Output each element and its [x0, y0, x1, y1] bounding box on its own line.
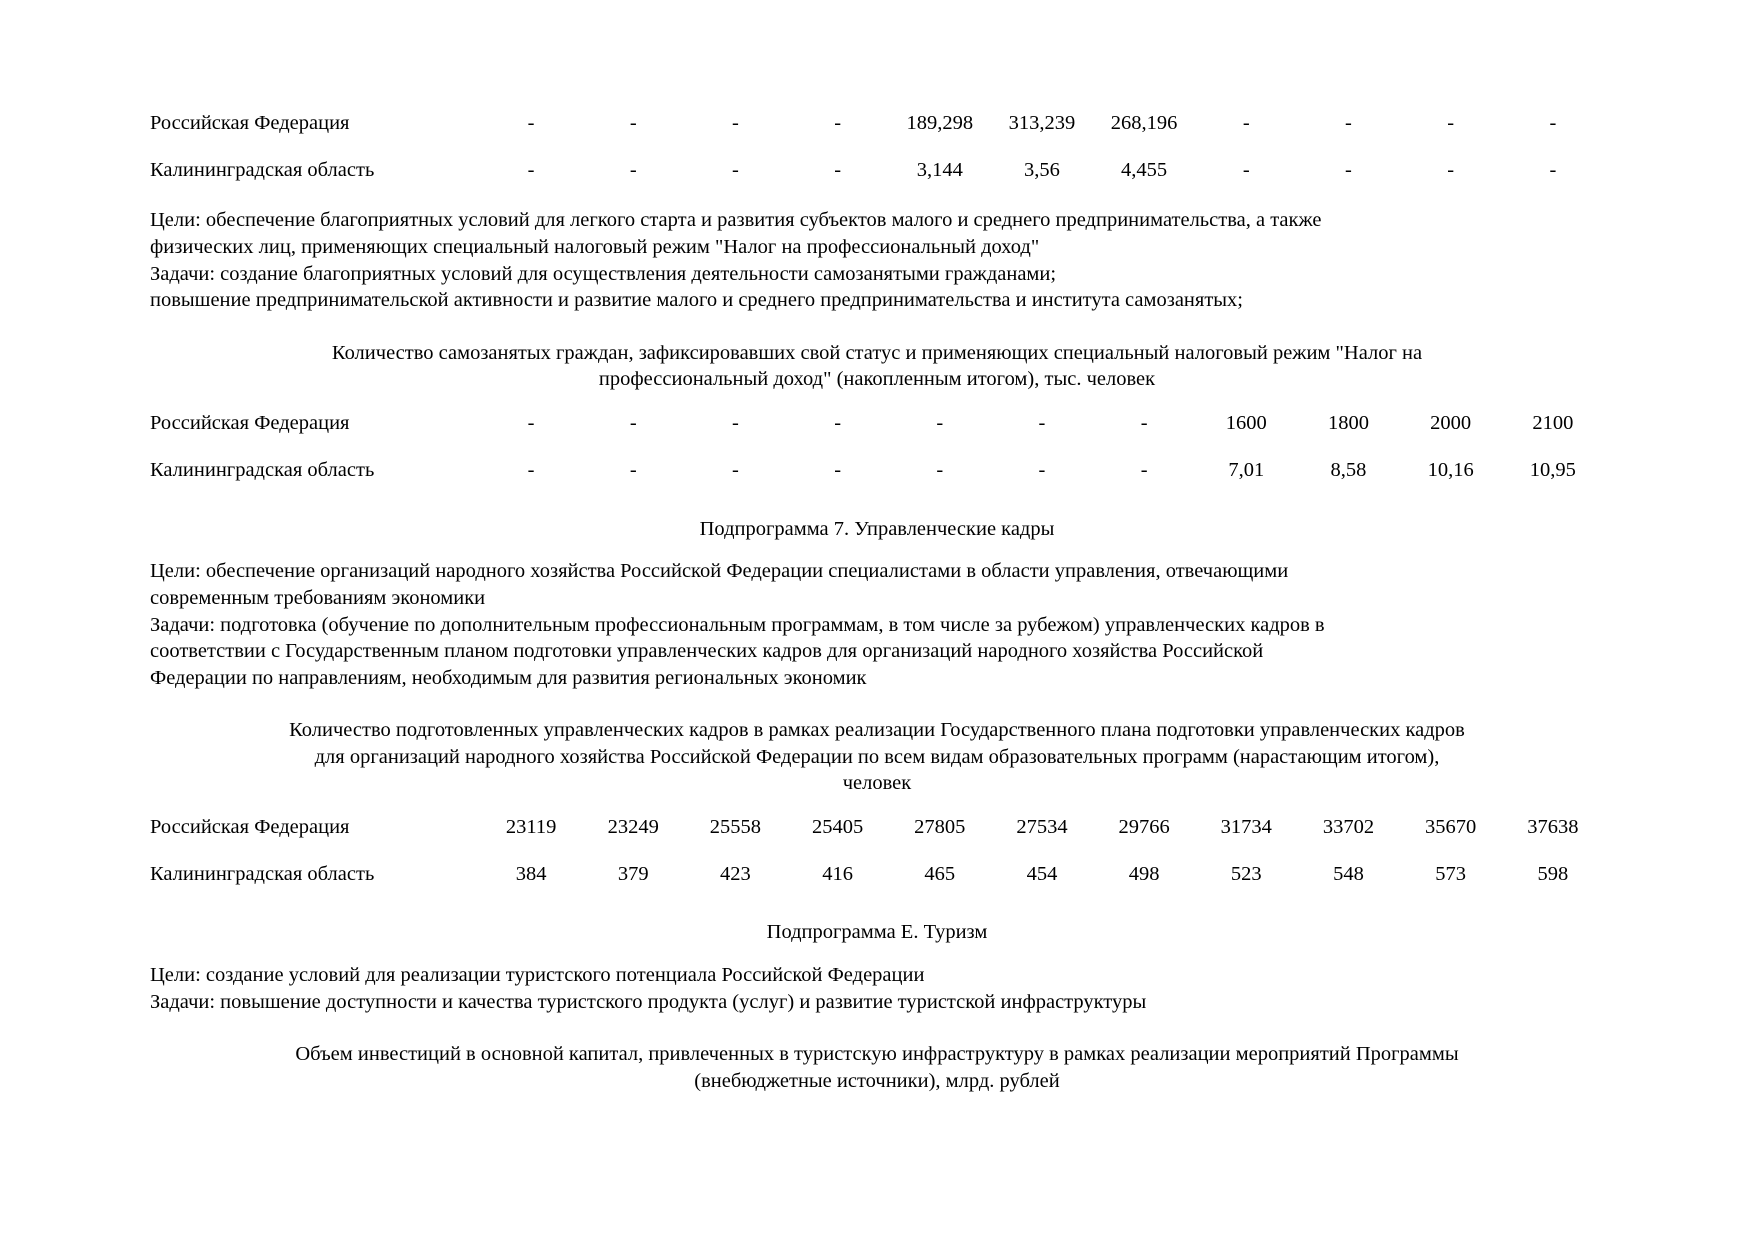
cell-value: - — [1038, 412, 1046, 435]
cell-value: - — [1345, 158, 1352, 181]
goals-block-1 — [150, 207, 1604, 314]
table-row — [150, 447, 1604, 494]
tasks-line: Федерации по направлениям, необходимым для развития региональных экономик — [150, 666, 867, 689]
cell-value: 1800 — [1327, 412, 1369, 435]
cell-value: - — [834, 412, 842, 435]
goals-line: Цели: создание условий для реализации туристского потенциала Российской Федерации — [150, 964, 925, 987]
cell-value: - — [834, 458, 842, 481]
cell-value: 25558 — [709, 816, 762, 839]
goals-block-3 — [150, 962, 1604, 1015]
cell-value: 454 — [1026, 862, 1058, 885]
cell-value: - — [1242, 158, 1250, 181]
indicator-title-line: человек — [842, 771, 912, 794]
cell-value: 573 — [1435, 862, 1466, 885]
cell-value: 268,196 — [1110, 112, 1178, 134]
cell-value: 465 — [924, 862, 956, 885]
indicator-title-2 — [150, 717, 1604, 796]
tasks-line: соответствии с Государственным планом подготовки управленческих кадров для организаций народного хозяйства Российской — [150, 640, 1264, 663]
cell-value: - — [1549, 158, 1557, 181]
cell-value: - — [1140, 412, 1148, 435]
indicator-title-3 — [150, 1041, 1604, 1093]
cell-value: 189,298 — [906, 112, 974, 134]
cell-value: 313,239 — [1008, 112, 1076, 134]
row-label-russian-federation: Российская Федерация — [150, 816, 350, 839]
cell-value: 27534 — [1016, 816, 1068, 839]
goals-line: Цели: обеспечение благоприятных условий для легкого старта и развития субъектов малого и среднего предпринимательства, а также — [150, 209, 1322, 232]
tasks-line: Задачи: подготовка (обучение по дополнительным профессиональным программам, в том числе за рубежом) управленческих кадров в — [150, 613, 1325, 636]
cell-value: 379 — [617, 862, 649, 885]
indicator-title-line: Количество самозанятых граждан, зафиксировавших свой статус и применяющих специальный налоговый режим "Налог на — [331, 341, 1423, 364]
tasks-line: Задачи: создание благоприятных условий для осуществления деятельности самозанятыми гражданами; — [150, 262, 1057, 285]
cell-value: - — [527, 458, 535, 481]
cell-value: 23249 — [607, 816, 659, 839]
cell-value: 31734 — [1220, 816, 1272, 839]
tasks-line: Задачи: повышение доступности и качества туристского продукта (услуг) и развитие туристской инфраструктуры — [150, 990, 1147, 1013]
row-label-russian-federation: Российская Федерация — [150, 412, 350, 435]
cell-value: - — [629, 158, 637, 181]
indicator-table-self-employed — [150, 400, 1604, 493]
indicator-title-line: (внебюджетные источники), млрд. рублей — [694, 1069, 1060, 1092]
cell-value: 3,144 — [916, 158, 963, 181]
cell-value: - — [527, 112, 535, 134]
cell-value: 4,455 — [1121, 158, 1168, 181]
cell-value: 1600 — [1225, 412, 1267, 435]
cell-value: 7,01 — [1228, 458, 1265, 481]
cell-value: - — [1345, 112, 1352, 134]
cell-value: 384 — [515, 862, 547, 885]
indicator-table-investments — [150, 100, 1604, 193]
cell-value: - — [1549, 112, 1557, 134]
tasks-line: повышение предпринимательской активности и развитие малого и среднего предпринимательства и института самозанятых; — [150, 289, 1243, 312]
cell-value: - — [936, 458, 944, 481]
cell-value: 498 — [1128, 862, 1160, 885]
cell-value: - — [1447, 158, 1455, 181]
indicator-table-management-personnel — [150, 804, 1604, 897]
cell-value: 8,58 — [1330, 458, 1367, 481]
cell-value: 3,56 — [1024, 158, 1060, 181]
cell-value: 29766 — [1118, 816, 1170, 839]
cell-value: - — [527, 412, 535, 435]
goals-line: Цели: обеспечение организаций народного хозяйства Российской Федерации специалистами в области управления, отвечающими — [150, 560, 1289, 583]
table-row — [150, 100, 1604, 147]
cell-value: 27805 — [914, 816, 966, 839]
table-row — [150, 804, 1604, 851]
cell-value: 2100 — [1532, 412, 1574, 435]
cell-value: - — [1038, 458, 1046, 481]
cell-value: 598 — [1537, 862, 1569, 885]
subprogram-heading-e: Подпрограмма Е. Туризм — [766, 921, 988, 944]
row-label-kaliningrad-region: Калининградская область — [150, 158, 375, 181]
cell-value: 548 — [1333, 862, 1364, 885]
cell-value: 23119 — [505, 816, 557, 839]
cell-value: 10,95 — [1529, 458, 1576, 481]
subprogram-heading-7: Подпрограмма 7. Управленческие кадры — [699, 517, 1055, 540]
cell-value: - — [732, 458, 739, 481]
indicator-title-line: для организаций народного хозяйства Российской Федерации по всем видам образовательных программ (нарастающим итогом), — [314, 745, 1440, 768]
cell-value: 416 — [822, 862, 853, 885]
row-label-russian-federation: Российская Федерация — [150, 112, 350, 134]
table-row — [150, 147, 1604, 194]
cell-value: 35670 — [1425, 816, 1477, 839]
goals-line: современным требованиям экономики — [150, 586, 486, 609]
indicator-title-line: Объем инвестиций в основной капитал, привлеченных в туристскую инфраструктуру в рамках реализации мероприятий Программы — [295, 1043, 1459, 1066]
row-label-kaliningrad-region: Калининградская область — [150, 862, 375, 885]
indicator-title-1 — [150, 340, 1604, 392]
cell-value: - — [834, 158, 842, 181]
indicator-title-line: Количество подготовленных управленческих кадров в рамках реализации Государственного плана подготовки управленческих кадров — [289, 719, 1465, 742]
goals-block-2 — [150, 558, 1604, 691]
cell-value: - — [629, 458, 637, 481]
cell-value: 2000 — [1430, 412, 1472, 435]
cell-value: - — [1140, 458, 1148, 481]
cell-value: - — [629, 412, 637, 435]
indicator-title-line: профессиональный доход" (накопленным итогом), тыс. человек — [598, 368, 1156, 391]
cell-value: 25405 — [811, 816, 864, 839]
cell-value: - — [1242, 112, 1250, 134]
cell-value: - — [732, 112, 739, 134]
cell-value: - — [629, 112, 637, 134]
cell-value: - — [527, 158, 535, 181]
cell-value: 37638 — [1527, 816, 1579, 839]
cell-value: - — [732, 412, 739, 435]
cell-value: - — [732, 158, 739, 181]
table-row — [150, 400, 1604, 447]
cell-value: - — [936, 412, 944, 435]
cell-value: 423 — [720, 862, 751, 885]
table-row — [150, 851, 1604, 898]
cell-value: - — [834, 112, 842, 134]
cell-value: - — [1447, 112, 1455, 134]
cell-value: 523 — [1230, 862, 1262, 885]
cell-value: 33702 — [1322, 816, 1375, 839]
row-label-kaliningrad-region: Калининградская область — [150, 458, 375, 481]
goals-line: физических лиц, применяющих специальный налоговый режим "Налог на профессиональный доход" — [150, 235, 1040, 258]
cell-value: 10,16 — [1427, 458, 1474, 481]
